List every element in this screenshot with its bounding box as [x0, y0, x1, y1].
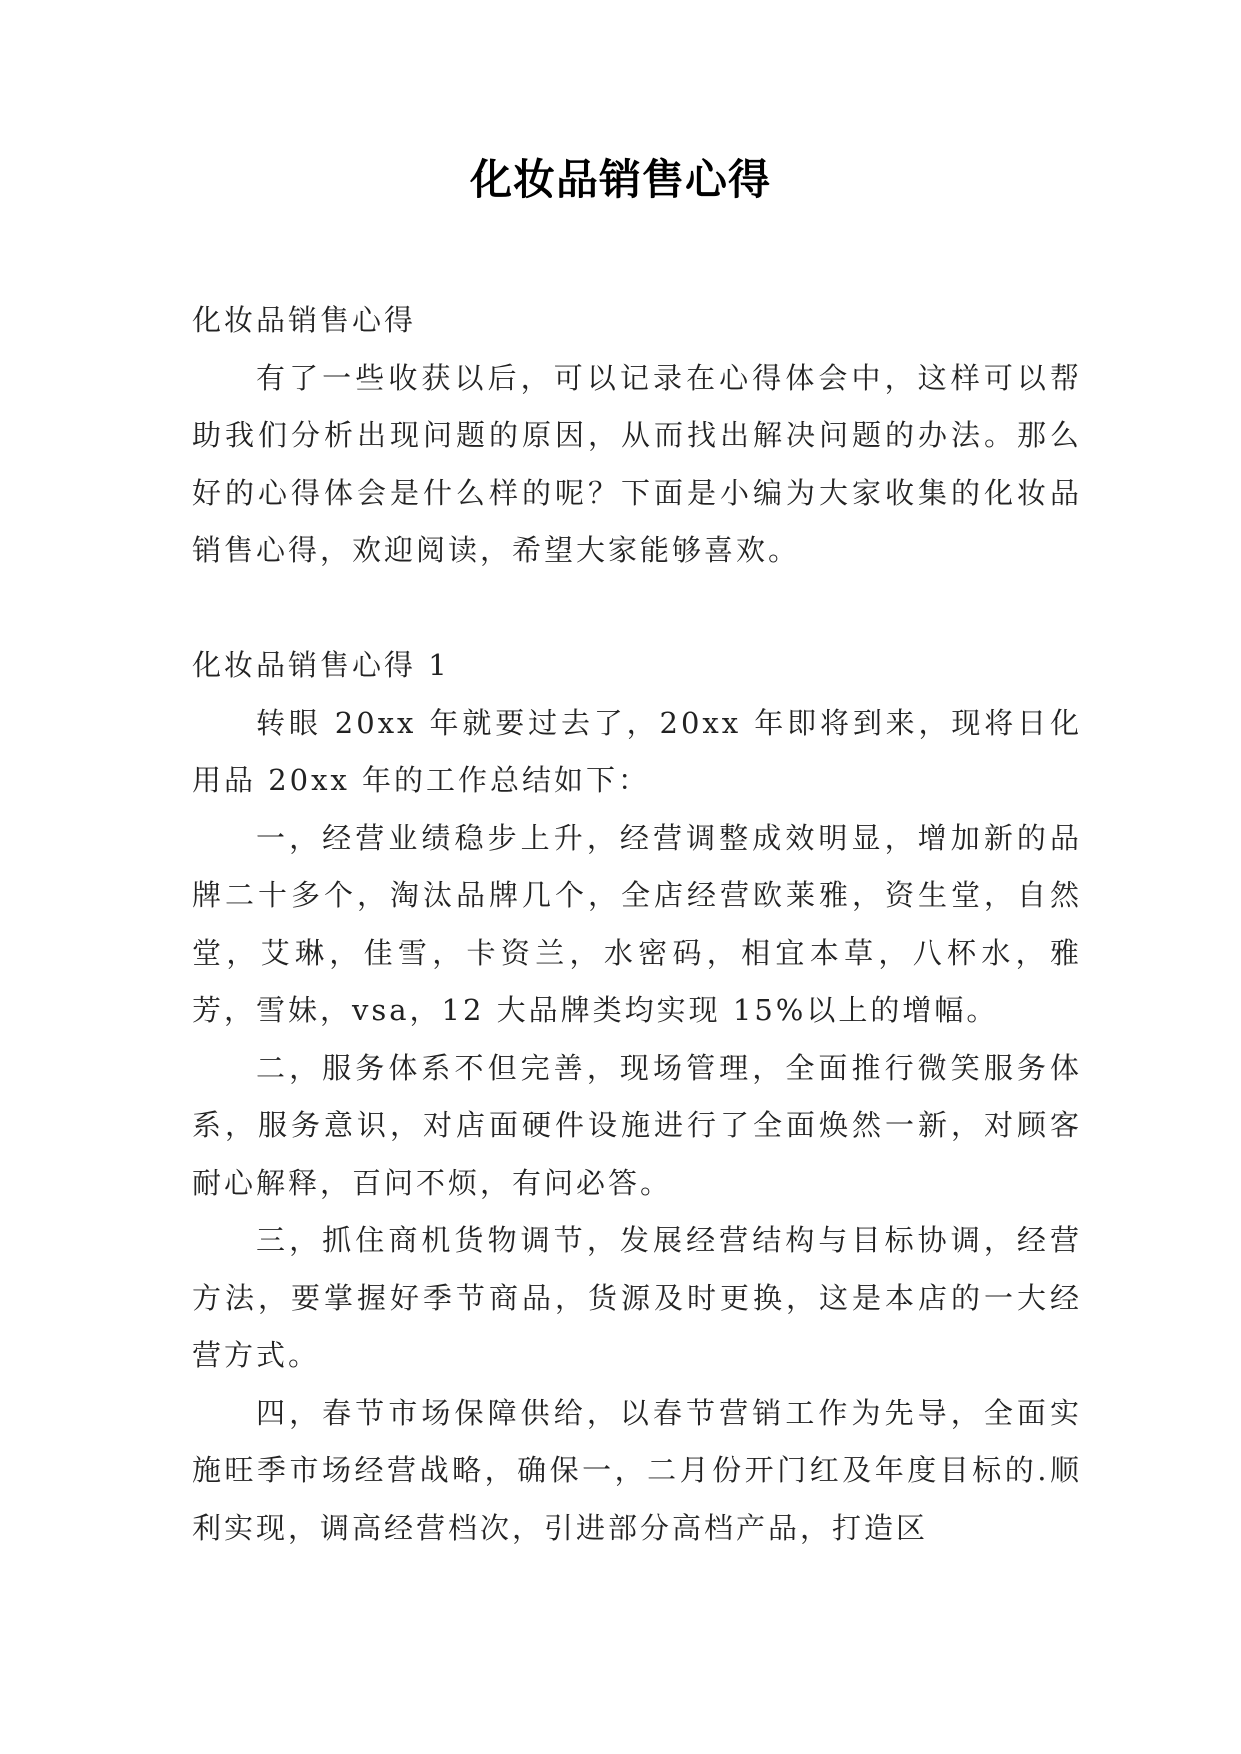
section-paragraph: 转眼 20xx 年就要过去了，20xx 年即将到来，现将日化用品 20xx 年的工作总结如下：	[192, 705, 1082, 797]
section-paragraph: 一，经营业绩稳步上升，经营调整成效明显，增加新的品牌二十多个，淘汰品牌几个，全店经营欧莱雅，资生堂，自然堂，艾琳，佳雪，卡资兰，水密码，相宜本草，八杯水，雅芳，雪妹，vsa，12 大品牌类均实现 15%以上的增幅。	[192, 820, 1082, 1027]
document-title: 化妆品销售心得	[469, 155, 771, 204]
section-paragraph: 二，服务体系不但完善，现场管理，全面推行微笑服务体系，服务意识，对店面硬件设施进行了全面焕然一新，对顾客耐心解释，百问不烦，有问必答。	[192, 1050, 1082, 1200]
section-paragraph: 三，抓住商机货物调节，发展经营结构与目标协调，经营方法，要掌握好季节商品，货源及时更换，这是本店的一大经营方式。	[192, 1223, 1082, 1372]
document-body	[192, 292, 1082, 1557]
paragraph-spacer	[192, 580, 1082, 638]
section-paragraph: 四，春节市场保障供给，以春节营销工作为先导，全面实施旺季市场经营战略，确保一，二月份开门红及年度目标的.顺利实现，调高经营档次，引进部分高档产品，打造区	[192, 1395, 1082, 1545]
section-heading: 化妆品销售心得 1	[192, 648, 450, 682]
body-subtitle: 化妆品销售心得	[192, 303, 417, 337]
intro-paragraph: 有了一些收获以后，可以记录在心得体会中，这样可以帮助我们分析出现问题的原因，从而找出解决问题的办法。那么好的心得体会是什么样的呢？下面是小编为大家收集的化妆品销售心得，欢迎阅读，希望大家能够喜欢。	[192, 360, 1082, 567]
